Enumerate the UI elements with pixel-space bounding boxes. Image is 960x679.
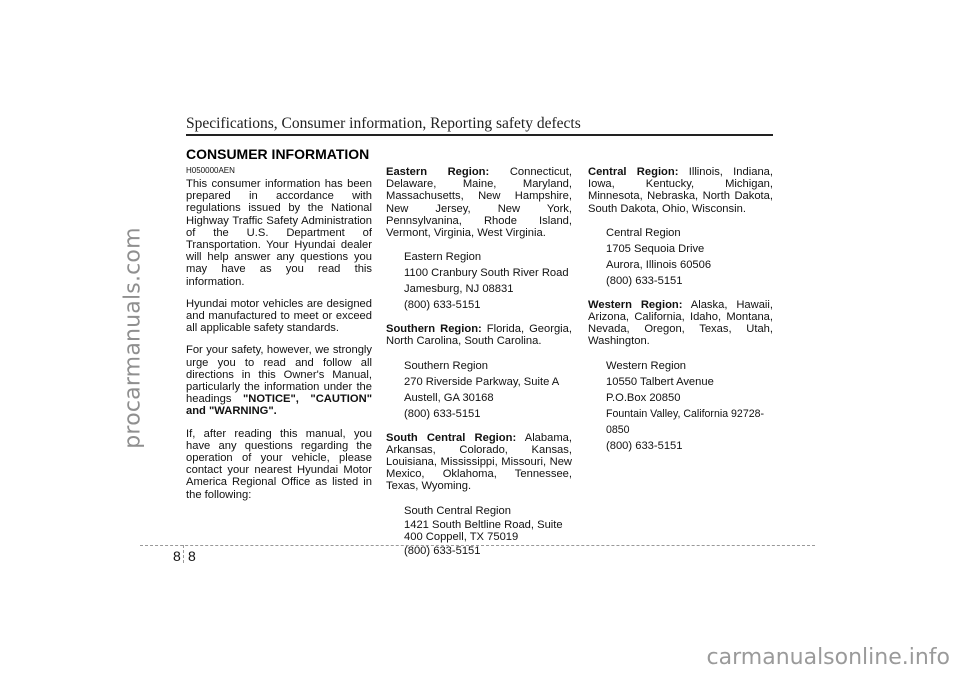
bottom-watermark: carmanualsonline.info: [706, 645, 950, 670]
south-central-office-street: 1421 South Beltline Road, Suite 400 Coppell, TX 75019: [404, 518, 563, 543]
section-code: H050000AEN: [186, 166, 235, 175]
eastern-office-name: Eastern Region: [404, 251, 482, 264]
southern-region-states: [386, 323, 572, 347]
southern-region-label: Southern Region:: [386, 323, 482, 336]
central-office-city: Aurora, Illinois 60506: [606, 258, 712, 271]
south-central-office-name: South Central Region: [404, 504, 511, 517]
eastern-region-address: [404, 249, 572, 313]
south-central-region-list: Alabama, Arkansas, Colorado, Kansas, Louisiana, Mississippi, Missouri, New Mexico, Oklahoma, Tennessee, Texas, Wyoming.: [386, 431, 572, 493]
safety-standards-paragraph: Hyundai motor vehicles are designed and manufactured to meet or exceed all applicable safety standards.: [186, 297, 372, 335]
south-central-office-phone: (800) 633-5151: [404, 544, 481, 557]
central-office-street: 1705 Sequoia Drive: [606, 242, 705, 255]
southern-office-name: Southern Region: [404, 359, 488, 372]
warning-headings-text: For your safety, however, we strongly urge you to read and follow all directions in this Owner's Manual, particularly the information under the headings: [186, 344, 372, 406]
south-central-region-label: South Central Region:: [386, 431, 517, 444]
central-region-list: Illinois, Indiana, Iowa, Kentucky, Michigan, Minnesota, Nebraska, North Dakota, South Dakota, Ohio, Wisconsin.: [588, 166, 773, 215]
central-region-states: [588, 166, 773, 215]
eastern-office-street: 1100 Cranbury South River Road: [404, 267, 569, 280]
western-office-street: 10550 Talbert Avenue: [606, 375, 714, 388]
eastern-region-states: [386, 166, 572, 239]
warning-headings-paragraph: [186, 344, 372, 417]
warning-headings-bold: "NOTICE", "CAUTION" and "WARNING".: [186, 393, 372, 418]
eastern-region-label: Eastern Region:: [386, 166, 490, 178]
south-central-region-states: [386, 432, 572, 493]
central-region-label: Central Region:: [588, 166, 679, 178]
column-2: [386, 166, 572, 569]
southern-office-phone: (800) 633-5151: [404, 407, 481, 420]
western-region-states: [588, 299, 773, 348]
western-region-address: [606, 358, 773, 454]
page-number-divider: [183, 545, 185, 563]
column-3: [588, 166, 773, 464]
southern-office-city: Austell, GA 30168: [404, 391, 494, 404]
side-watermark: procarmanuals.com: [120, 227, 146, 449]
chapter-number: 8: [173, 548, 181, 564]
western-office-name: Western Region: [606, 359, 687, 372]
western-office-city: Fountain Valley, California 92728-0850: [606, 407, 765, 436]
western-region-label: Western Region:: [588, 298, 683, 311]
section-title: CONSUMER INFORMATION: [186, 146, 370, 162]
column-1: [186, 166, 372, 511]
header-rule: [186, 134, 773, 136]
western-office-phone: (800) 633-5151: [606, 439, 683, 452]
eastern-office-city: Jamesburg, NJ 08831: [404, 283, 514, 296]
southern-region-list: Florida, Georgia, North Carolina, South Carolina.: [386, 323, 572, 348]
southern-region-address: [404, 358, 572, 422]
intro-paragraph: This consumer information has been prepared in accordance with regulations issued by the National Highway Traffic Safety Administration of the U.S. Department of Transportation. Your Hyundai dealer will help answer any questions you may have as you read this information.: [186, 178, 372, 288]
central-office-phone: (800) 633-5151: [606, 274, 683, 287]
footer-rule: [140, 545, 815, 546]
contact-paragraph: If, after reading this manual, you have any questions regarding the operation of your vehicle, please contact your nearest Hyundai Motor America Regional Office as listed in the following:: [186, 427, 372, 501]
page-header-title: Specifications, Consumer information, Reporting safety defects: [186, 115, 581, 132]
south-central-region-address: [404, 503, 572, 559]
southern-office-street: 270 Riverside Parkway, Suite A: [404, 375, 560, 388]
eastern-region-list: Connecticut, Delaware, Maine, Maryland, Massachusetts, New Hampshire, New Jersey, New York, Pennsylvanina, Rhode Island, Vermont, Virginia, West Virginia.: [386, 166, 572, 240]
western-office-pobox: P.O.Box 20850: [606, 391, 681, 404]
page-number: 8: [188, 548, 196, 564]
western-region-list: Alaska, Hawaii, Arizona, California, Idaho, Montana, Nevada, Oregon, Texas, Utah, Washington.: [588, 298, 774, 348]
eastern-office-phone: (800) 633-5151: [404, 299, 481, 312]
central-office-name: Central Region: [606, 226, 681, 239]
central-region-address: [606, 225, 773, 289]
